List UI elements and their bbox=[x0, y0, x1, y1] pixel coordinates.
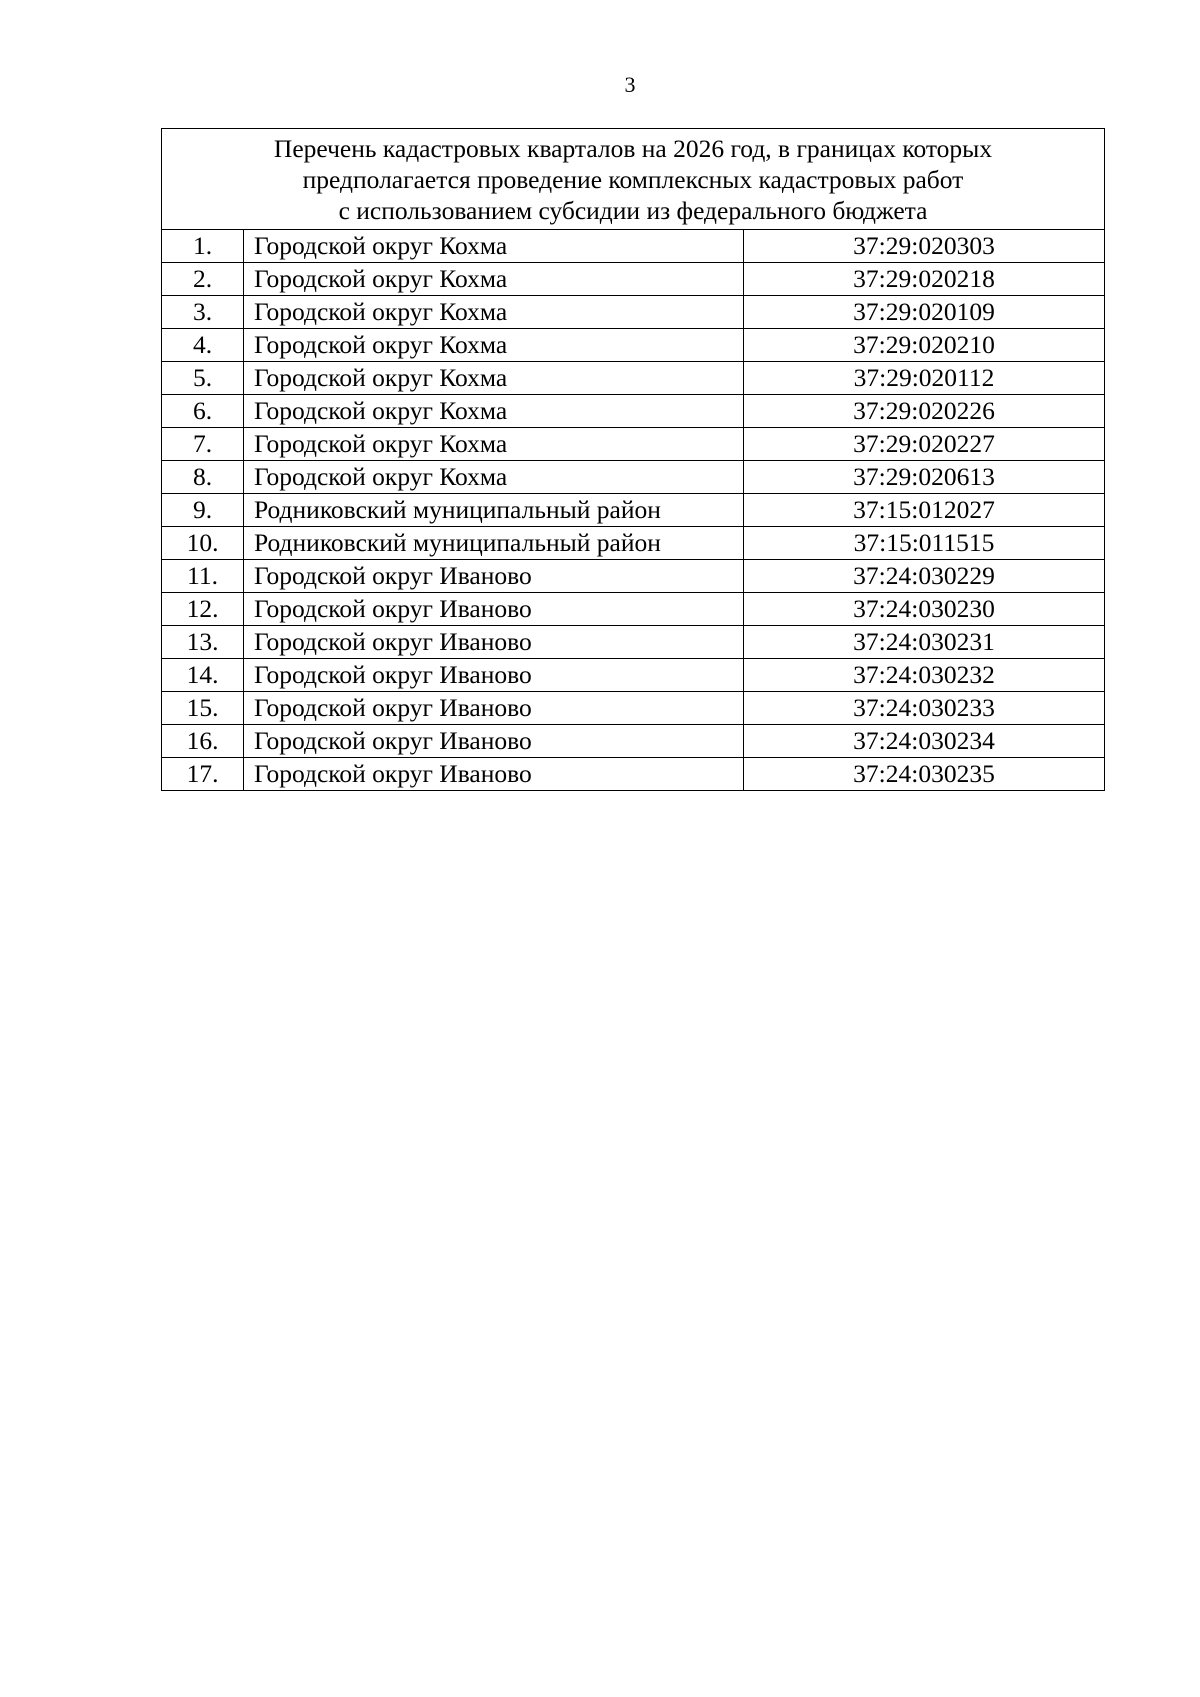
row-number-cell: 2. bbox=[162, 263, 244, 296]
caption-line: с использованием субсидии из федерального бюджета bbox=[338, 195, 928, 225]
table-row bbox=[162, 626, 1105, 659]
table-row bbox=[162, 692, 1105, 725]
row-number-cell: 16. bbox=[162, 725, 244, 758]
row-number-cell: 6. bbox=[162, 395, 244, 428]
cadastral-number-cell: 37:24:030235 bbox=[744, 758, 1105, 791]
cadastral-number-cell: 37:24:030234 bbox=[744, 725, 1105, 758]
row-number-cell: 4. bbox=[162, 329, 244, 362]
municipality-cell: Городской округ Иваново bbox=[244, 560, 744, 593]
cadastral-number-cell: 37:24:030229 bbox=[744, 560, 1105, 593]
cadastral-number-cell: 37:15:011515 bbox=[744, 527, 1105, 560]
municipality-cell: Городской округ Иваново bbox=[244, 626, 744, 659]
table-caption bbox=[162, 129, 1105, 230]
cadastral-number-cell: 37:29:020112 bbox=[744, 362, 1105, 395]
table-row bbox=[162, 263, 1105, 296]
table-row bbox=[162, 461, 1105, 494]
cadastral-number-cell: 37:29:020210 bbox=[744, 329, 1105, 362]
row-number-cell: 5. bbox=[162, 362, 244, 395]
row-number-cell: 15. bbox=[162, 692, 244, 725]
cadastral-number-cell: 37:24:030233 bbox=[744, 692, 1105, 725]
row-number-cell: 11. bbox=[162, 560, 244, 593]
row-number-cell: 9. bbox=[162, 494, 244, 527]
table-row bbox=[162, 527, 1105, 560]
table-row bbox=[162, 428, 1105, 461]
municipality-cell: Городской округ Кохма bbox=[244, 263, 744, 296]
municipality-cell: Городской округ Кохма bbox=[244, 428, 744, 461]
table-caption-row bbox=[162, 129, 1105, 230]
row-number-cell: 17. bbox=[162, 758, 244, 791]
table-row bbox=[162, 230, 1105, 263]
table-row bbox=[162, 362, 1105, 395]
table-row bbox=[162, 296, 1105, 329]
municipality-cell: Родниковский муниципальный район bbox=[244, 527, 744, 560]
row-number-cell: 8. bbox=[162, 461, 244, 494]
cadastral-number-cell: 37:15:012027 bbox=[744, 494, 1105, 527]
municipality-cell: Городской округ Кохма bbox=[244, 296, 744, 329]
cadastral-quarters-table bbox=[161, 128, 1105, 791]
row-number-cell: 1. bbox=[162, 230, 244, 263]
cadastral-number-cell: 37:29:020226 bbox=[744, 395, 1105, 428]
municipality-cell: Городской округ Иваново bbox=[244, 692, 744, 725]
row-number-cell: 12. bbox=[162, 593, 244, 626]
table-row bbox=[162, 593, 1105, 626]
row-number-cell: 13. bbox=[162, 626, 244, 659]
cadastral-number-cell: 37:24:030231 bbox=[744, 626, 1105, 659]
row-number-cell: 3. bbox=[162, 296, 244, 329]
municipality-cell: Городской округ Кохма bbox=[244, 461, 744, 494]
municipality-cell: Городской округ Кохма bbox=[244, 362, 744, 395]
caption-line: Перечень кадастровых кварталов на 2026 год, в границах которых bbox=[273, 133, 993, 163]
municipality-cell: Городской округ Кохма bbox=[244, 395, 744, 428]
cadastral-number-cell: 37:29:020227 bbox=[744, 428, 1105, 461]
caption-line: предполагается проведение комплексных кадастровых работ bbox=[302, 164, 964, 194]
cadastral-number-cell: 37:29:020218 bbox=[744, 263, 1105, 296]
row-number-cell: 7. bbox=[162, 428, 244, 461]
table-row bbox=[162, 659, 1105, 692]
table-row bbox=[162, 494, 1105, 527]
table-row bbox=[162, 758, 1105, 791]
table-row bbox=[162, 395, 1105, 428]
municipality-cell: Городской округ Иваново bbox=[244, 593, 744, 626]
row-number-cell: 14. bbox=[162, 659, 244, 692]
municipality-cell: Городской округ Кохма bbox=[244, 329, 744, 362]
table-row bbox=[162, 725, 1105, 758]
cadastral-number-cell: 37:29:020303 bbox=[744, 230, 1105, 263]
cadastral-number-cell: 37:24:030232 bbox=[744, 659, 1105, 692]
municipality-cell: Городской округ Кохма bbox=[244, 230, 744, 263]
cadastral-number-cell: 37:29:020613 bbox=[744, 461, 1105, 494]
municipality-cell: Городской округ Иваново bbox=[244, 758, 744, 791]
table-body bbox=[162, 129, 1105, 791]
row-number-cell: 10. bbox=[162, 527, 244, 560]
page-number: 3 bbox=[624, 72, 636, 97]
cadastral-number-cell: 37:29:020109 bbox=[744, 296, 1105, 329]
cadastral-number-cell: 37:24:030230 bbox=[744, 593, 1105, 626]
table-row bbox=[162, 329, 1105, 362]
municipality-cell: Городской округ Иваново bbox=[244, 659, 744, 692]
table-row bbox=[162, 560, 1105, 593]
municipality-cell: Родниковский муниципальный район bbox=[244, 494, 744, 527]
municipality-cell: Городской округ Иваново bbox=[244, 725, 744, 758]
